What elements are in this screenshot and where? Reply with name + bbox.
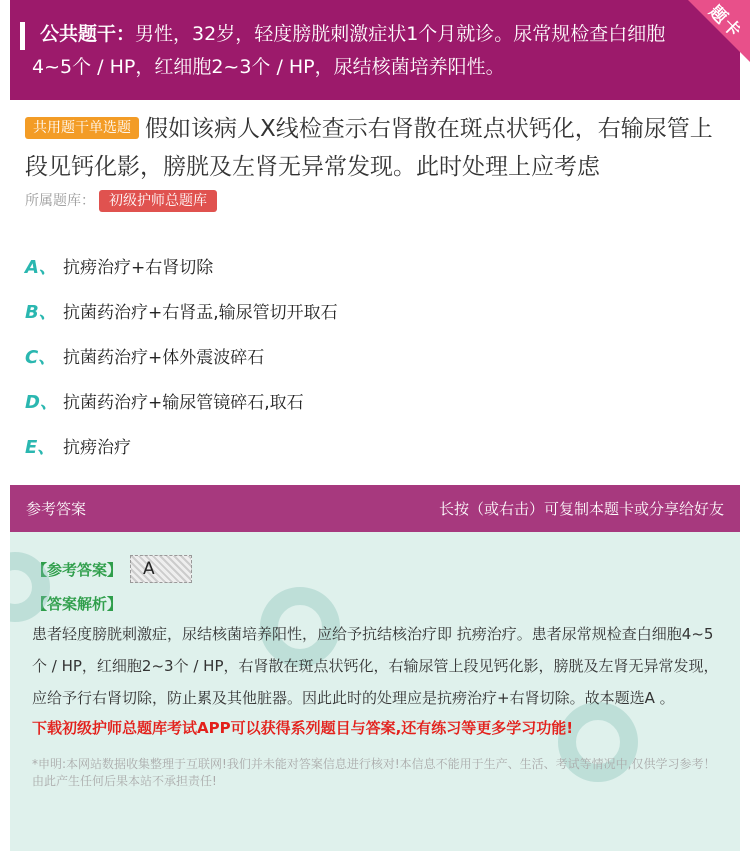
option-a[interactable] bbox=[25, 243, 725, 288]
option-e[interactable] bbox=[25, 423, 725, 468]
question-type-tag: 共用题干单选题 bbox=[25, 117, 139, 139]
bank-row bbox=[25, 190, 217, 212]
stem-banner bbox=[10, 0, 740, 100]
option-letter: A、 bbox=[25, 256, 57, 278]
disclaimer-text: *申明:本网站数据收集整理于互联网!我们并未能对答案信息进行核对!本信息不能用于生产、生活、考试等情况中,仅供学习参考！由此产生任何后果本站不承担责任! bbox=[32, 757, 716, 788]
option-d[interactable] bbox=[25, 378, 725, 423]
option-text: 抗痨治疗+右肾切除 bbox=[63, 258, 214, 278]
bank-tag[interactable]: 初级护师总题库 bbox=[99, 190, 217, 212]
option-letter: D、 bbox=[25, 391, 58, 413]
option-text: 抗痨治疗 bbox=[63, 438, 131, 458]
option-text: 抗菌药治疗+右肾盂,输尿管切开取石 bbox=[63, 303, 338, 323]
answer-header-title: 参考答案 bbox=[26, 500, 87, 518]
question-text: 假如该病人X线检查示右肾散在斑点状钙化，右输尿管上段见钙化影，膀胱及左肾无异常发现。此时处理上应考虑 bbox=[25, 116, 713, 180]
corner-ribbon-label: 题卡 bbox=[704, 1, 746, 43]
answer-body bbox=[10, 532, 740, 851]
option-letter: B、 bbox=[25, 301, 57, 323]
stem-accent-bar bbox=[20, 22, 25, 50]
option-text: 抗菌药治疗+输尿管镜碎石,取石 bbox=[63, 393, 304, 413]
stem-label: 公共题干： bbox=[40, 23, 136, 45]
question-text-block bbox=[25, 110, 725, 186]
answer-header-hint[interactable]: 长按（或右击）可复制本题卡或分享给好友 bbox=[438, 500, 724, 518]
reference-answer-row bbox=[32, 552, 724, 586]
options-list bbox=[25, 243, 725, 468]
stem-text: 男性，32岁，轻度膀胱刺激症状1个月就诊。尿常规检查白细胞4~5个 / HP，红细胞2~3个 / HP，尿结核菌培养阳性。 bbox=[32, 23, 666, 78]
app-promo-link[interactable]: 下载初级护师总题库考试APP可以获得系列题目与答案,还有练习等更多学习功能! bbox=[32, 719, 574, 737]
option-text: 抗菌药治疗+体外震波碎石 bbox=[63, 348, 265, 368]
option-letter: C、 bbox=[25, 346, 57, 368]
analysis-label: 【答案解析】 bbox=[32, 595, 123, 613]
option-letter: E、 bbox=[25, 436, 56, 458]
reference-answer-label: 【参考答案】 bbox=[32, 560, 123, 579]
answer-header bbox=[10, 485, 740, 532]
option-c[interactable] bbox=[25, 333, 725, 378]
reference-answer-value: A bbox=[130, 555, 192, 583]
bank-label: 所属题库： bbox=[25, 193, 95, 209]
analysis-text: 患者轻度膀胱刺激症，尿结核菌培养阳性，应给予抗结核治疗即 抗痨治疗。患者尿常规检查白细胞4~5个 / HP，红细胞2~3个 / HP，右肾散在斑点状钙化，右输尿管上段见钙化影，膀胱及左肾无异常发现，应给予行右肾切除，防止累及其他脏器。因此此时的处理应是抗痨治疗+右肾切除。故本题选A 。 bbox=[32, 625, 719, 707]
option-b[interactable] bbox=[25, 288, 725, 333]
